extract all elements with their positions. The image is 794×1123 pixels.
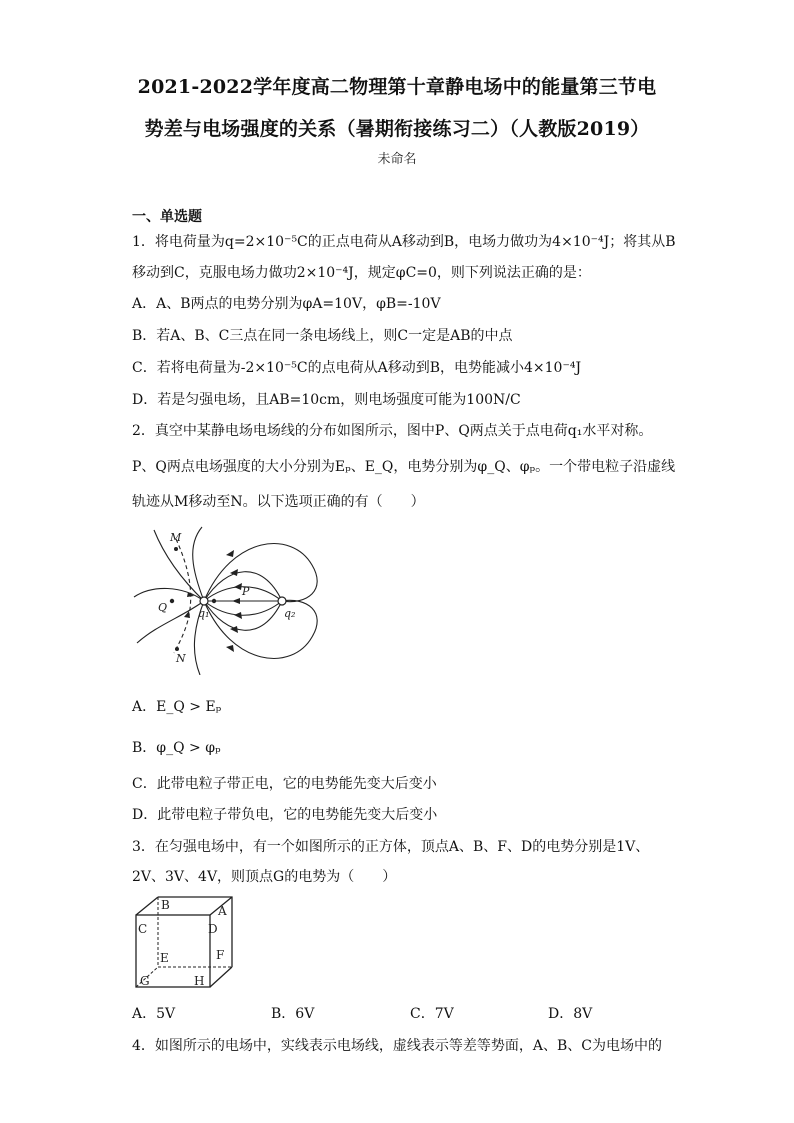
- q3-option-c: C．7V: [410, 1006, 454, 1022]
- label-c: C: [138, 922, 148, 936]
- q2-option-c: C．此带电粒子带正电，它的电势能先变大后变小: [132, 776, 437, 792]
- arrow-outer-lower: [226, 645, 234, 652]
- point-n: [175, 647, 179, 651]
- label-q1: q₁: [198, 607, 210, 620]
- q1-stem-line-1: 1．将电荷量为q=2×10⁻⁵C的正点电荷从A移动到B，电场力做功为4×10⁻⁴J；将其从B: [132, 234, 676, 250]
- q3-stem-line-1: 3．在匀强电场中，有一个如图所示的正方体，顶点A、B、F、D的电势分别是1V、: [132, 839, 650, 855]
- charge-q2: [278, 597, 286, 605]
- q2-option-a: A．E_Q > Eₚ: [132, 699, 222, 715]
- q4-stem-line-1: 4．如图所示的电场中，实线表示电场线，虚线表示等差等势面，A、B、C为电场中的: [132, 1038, 663, 1054]
- q1-option-b: B．若A、B、C三点在同一条电场线上，则C一定是AB的中点: [132, 328, 513, 344]
- cube-figure: [132, 893, 237, 993]
- doc-title-line-2: 势差与电场强度的关系（暑期衔接练习二）（人教版2019）: [144, 118, 650, 140]
- label-q2: q₂: [284, 607, 296, 620]
- label-d: D: [208, 922, 218, 936]
- doc-subtitle: 未命名: [377, 152, 417, 167]
- arrow-upper-1: [234, 583, 242, 590]
- point-m: [174, 547, 178, 551]
- arrow-lower-1: [234, 612, 242, 619]
- q1-stem-line-2: 移动到C，克服电场力做功2×10⁻⁴J，规定φC=0，则下列说法正确的是：: [132, 265, 591, 281]
- doc-title-line-1: 2021-2022学年度高二物理第十章静电场中的能量第三节电: [137, 76, 657, 98]
- q2-stem-line-1: 2．真空中某静电场电场线的分布如图所示，图中P、Q两点关于点电荷q₁水平对称。: [132, 423, 653, 439]
- electric-field-figure: [132, 525, 337, 675]
- point-q: [170, 599, 174, 603]
- arrow-center: [232, 598, 240, 604]
- label-n: N: [176, 652, 186, 665]
- label-f: F: [216, 948, 225, 962]
- q2-option-d: D．此带电粒子带负电，它的电势能先变大后变小: [132, 807, 438, 823]
- label-h: H: [194, 974, 205, 988]
- label-a: A: [218, 904, 227, 918]
- q3-stem-line-2: 2V、3V、4V，则顶点G的电势为（ ）: [132, 869, 397, 885]
- label-g: G: [140, 974, 150, 988]
- q2-option-b: B．φ_Q > φₚ: [132, 740, 221, 756]
- section-heading: 一、单选题: [132, 209, 202, 225]
- point-p: [212, 599, 216, 603]
- field-line-outer-upper: [204, 544, 317, 602]
- label-q: Q: [158, 601, 168, 614]
- q2-stem-line-3: 轨迹从M移动至N。以下选项正确的有（ ）: [132, 494, 425, 510]
- label-p: P: [242, 585, 250, 598]
- q1-option-c: C．若将电荷量为-2×10⁻⁵C的点电荷从A移动到B，电势能减小4×10⁻⁴J: [132, 360, 582, 376]
- q3-option-b: B．6V: [271, 1006, 315, 1022]
- field-line-lower-1: [204, 601, 282, 615]
- q3-option-d: D．8V: [548, 1006, 593, 1022]
- label-b: B: [161, 898, 170, 912]
- field-line-left-lower: [137, 601, 204, 643]
- cube-edge-bottom-right: [210, 967, 232, 987]
- label-m: M: [170, 531, 182, 544]
- field-line-top: [193, 527, 204, 601]
- cube-edge-top-left: [136, 897, 158, 915]
- label-e: E: [160, 951, 169, 965]
- arrow-outer-upper: [226, 550, 234, 557]
- charge-q1: [200, 597, 208, 605]
- q2-stem-line-2: P、Q两点电场强度的大小分别为Eₚ、E_Q，电势分别为φ_Q、φₚ。一个带电粒子沿虚线: [132, 459, 676, 475]
- q3-option-a: A．5V: [132, 1006, 176, 1022]
- q1-option-d: D．若是匀强电场，且AB=10cm，则电场强度可能为100N/C: [132, 392, 521, 408]
- q1-option-a: A．A、B两点的电势分别为φA=10V，φB=-10V: [132, 296, 441, 312]
- field-line-outer-lower: [204, 600, 317, 658]
